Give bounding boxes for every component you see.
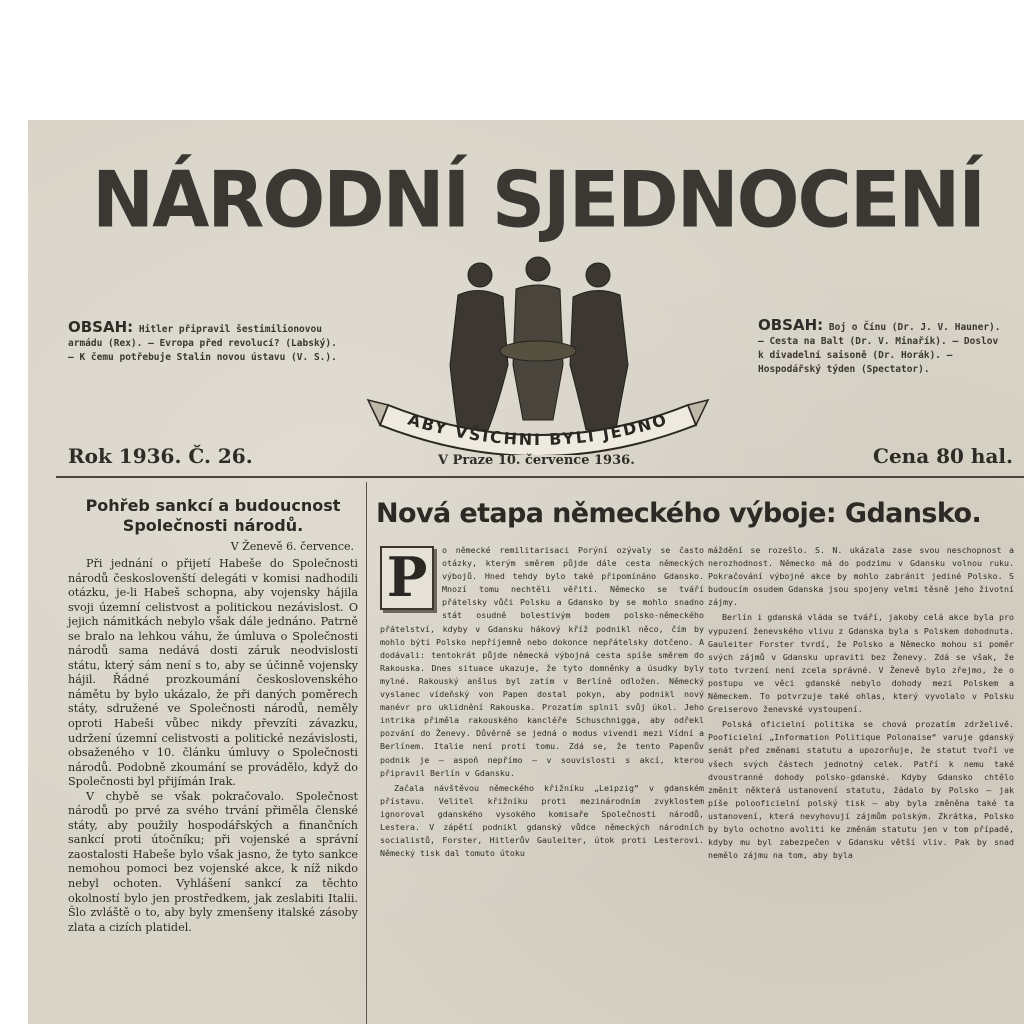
- header-divider: [56, 476, 1024, 478]
- drop-cap: P: [380, 546, 434, 610]
- contents-box-right: [758, 318, 1008, 377]
- paragraph: V chybě se však pokračovalo. Společnost národů po prvé za svého trvání přiměla členské státy, aby použily hospodářských a finančních sankcí proti útočníku; při vojenské a správní zaostalosti Habeše bylo však jasno, že tyto sankce nemohou pomoci bez vojenské akce, k níž nikdo nebyl ochoten. Vyhlášení sankcí za těchto okolností bylo jen prostředkem, jak zeslabiti Italii. Šlo zvláště o to, aby byly zmenšeny italské zásoby zlata a cizích platidel.: [68, 789, 358, 934]
- contents-label: OBSAH:: [758, 316, 824, 334]
- issue-line: [68, 438, 1013, 478]
- price: Cena 80 hal.: [873, 444, 1013, 468]
- paragraph: Polská oficielní politika se chová prozatím zdrželivě. Pooficielní „Information Politique Polonaise“ varuje gdanský senát před změnami statutu a upozorňuje, že statut tvoří ve všech svých částech jednotný celek. Patří k nemu také dvoustranné dohody polsko-gdanské. Kdyby Gdansko chtělo změnit některá ustanovení statutu, žádalo by Polsko — jak píše polooficielní polský tisk — aby byla změněna také ta ustanovení, která nevyhovují zájmům polským. Zkrátka, Polsko by bylo ochotno avoliti ke změnám statutu jen v tom případě, kdyby mu byl zabezpečen v Gdansku větší vliv. Pak by snad nemělo zájmu na tom, aby byla: [708, 719, 1014, 861]
- main-article-column-1: [380, 544, 704, 1024]
- left-article: [68, 496, 358, 935]
- paragraph: o německé remilitarisaci Porýní ozývaly se často otázky, kterým směrem půjde dále cesta německých výbojů. Hned tehdy bylo také připomínáno Gdansko. Mnozí tomu nechtěli věřiti. Německo se tváří přátelsky vůči Polsku a Gdansko by se mohlo snadno stát osudně bolestivým bodem polsko-německého přátelství, kdyby v Gdansku hákový kříž podnikl něco, čím by mohlo býti Polsko nepříjemně nebo dokonce nepřátelsky dotčeno. A dodávali: tentokrát půjde německá výbojná cesta spíše směrem do Rakouska. Dnes situace ukazuje, že tyto domněnky a úsudky byly mylné. Rakouský anšlus byl zatím v Berlíně odložen. Německý vyslanec vídeňský von Papen dostal pokyn, aby podnikl nový manévr pro uklidnění Rakouska. Prozatím splnil svůj úkol. Jeho intrika přiměla rakouského kancléře Schuschnigga, aby odřekl pozvání do Ženevy. Důvěrně se jedná o modus vivendi mezi Vídní a Berlínem. Italie není proti tomu. Zdá se, že tento Papenův podnik je — aspoň nepřímo — v souvislosti s akcí, kterou připravil Berlín v Gdansku.: [380, 545, 704, 778]
- contents-label: OBSAH:: [68, 318, 134, 336]
- paragraph: Berlín i gdanská vláda se tváří, jakoby celá akce byla pro vypuzení ženevského vlivu z Gdanska byla s Polskem dohodnuta. Gauleiter Forster tvrdí, že Polsko a Německo mohou si poměr svých zájmů v Gdansku upraviti bez Ženevy. Zdá se však, že toto tvrzení není zcela správné. V Ženevě bylo zřejmo, že o postupu ve věci gdanské nebylo dohody mezi Polskem a Německem. To potvrzuje také ohlas, který vyvolalo v Polsku Greiserovo ženevské vystoupení.: [708, 612, 1014, 715]
- column-divider: [366, 482, 367, 1024]
- paragraph: máždění se rozešlo. S. N. ukázala zase svou neschopnost a nerozhodnost. Německo má do podzimu v Gdansku volnou ruku. Pokračování výbojné akce by mohlo zabránit jediné Polsko. S budoucím osudem Gdanska jsou spojeny velmi těsně jeho životní zájmy.: [708, 545, 1014, 608]
- motto-ribbon-text: ABY VŠICHNI BYLI JEDNO: [405, 409, 671, 450]
- main-article-column-2: [708, 544, 1014, 1024]
- place-date: V Praze 10. července 1936.: [438, 453, 635, 468]
- main-article-title: Nová etapa německého výboje: Gdansko.: [376, 498, 982, 529]
- paragraph: Při jednání o přijetí Habeše do Společnosti národů českoslovenští delegáti v komisi nadhodili otázku, je-li Habeš schopna, aby vojensky hájila svoji územní celistvost a politickou nezávislost. O jejich námitkách nebylo však dále jednáno. Patrně se bralo na lehkou váhu, že úmluva o Společnosti národů sama nedává dosti záruk neodvislosti státu, který sám není s to, aby se účinně vojensky hájil. Řádné prozkoumání československého námětu by bylo ukázalo, že při daných poměrech státy, sdružené ve Společnosti národů, neměly oproti Habeši vůbec nikdy převzíti závazku, udržení územní celistvosti a politické nezávislosti, obsaženého v 10. článku úmluvy o Společnosti národů. Podobně zkoumání se provádělo, když do Společnosti byl přijímán Irak.: [68, 557, 358, 789]
- contents-box-left: [68, 320, 338, 365]
- left-article-dateline: V Ženevě 6. července.: [230, 540, 354, 553]
- contents-text: Boj o Čínu (Dr. J. V. Hauner). — Cesta na Balt (Dr. V. Minařík). — Doslov k divadelní saisoně (Dr. Horák). — Hospodářský týden (Spectator).: [758, 322, 1001, 375]
- newspaper-masthead: NÁRODNÍ SJEDNOCENÍ: [92, 154, 984, 246]
- newspaper-page: [28, 120, 1024, 1024]
- issue-number: Rok 1936. Č. 26.: [68, 444, 253, 468]
- contents-text: Hitler připravil šestimilionovou armádu (Rex). — Evropa před revolucí? (Labský). — K čemu potřebuje Stalin novou ústavu (V. S.).: [68, 324, 337, 363]
- paragraph: Začala návštěvou německého křižníku „Leipzig“ v gdanském přístavu. Velitel křižníku proti mezinárodním zvyklostem ignoroval gdanského vysokého komisaře Společnosti národů, Lestera. V zápětí podnikl gdanský vůdce německých národních socialistů, Forster, Hitlerův Gauleiter, útok proti Lesterovi. Německý tisk dal tomuto útoku: [380, 782, 704, 859]
- left-article-title: Pohřeb sankcí a budoucnost Společnosti národů.: [85, 496, 341, 535]
- left-article-body: [68, 557, 358, 935]
- emblem-three-workers-icon: [358, 255, 718, 455]
